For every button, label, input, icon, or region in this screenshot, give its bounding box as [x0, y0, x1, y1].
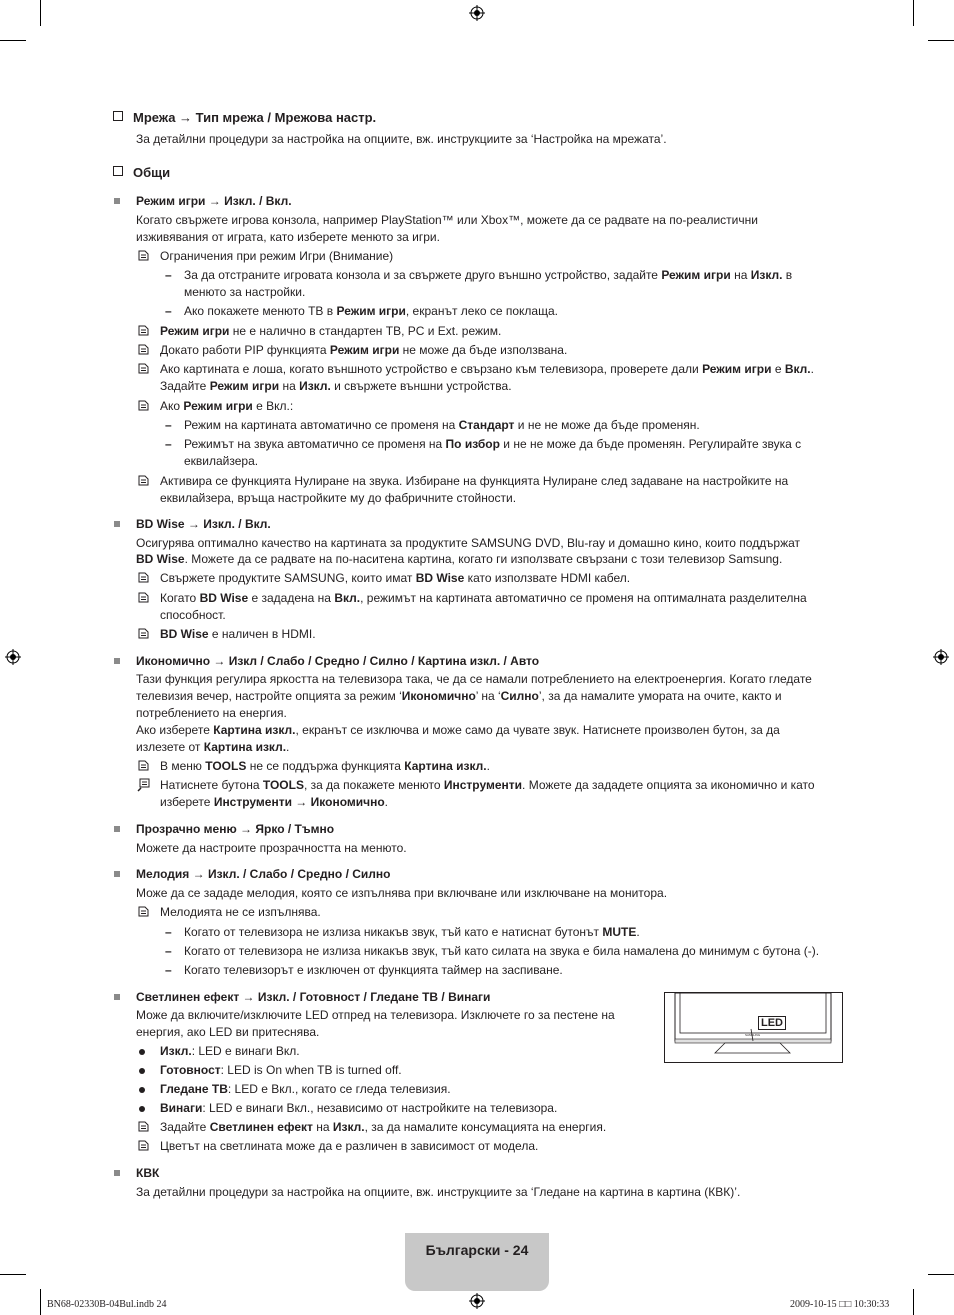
note-icon [138, 475, 149, 486]
heading-text: Общи [133, 165, 171, 180]
dash-bullet: – [165, 304, 172, 318]
note-text: Докато работи PIP функцията Режим игри не може да бъде използвана. [160, 343, 568, 357]
square-bullet-icon [114, 521, 120, 527]
note-text: Ограничения при режим Игри (Внимание) [160, 249, 394, 263]
note-icon [138, 760, 149, 771]
registration-mark-icon [5, 649, 21, 665]
dash-text: Режим на картината автоматично се променя на Стандарт и не не може да бъде променян. [184, 418, 700, 432]
led-label: LED [758, 1016, 786, 1030]
note-text: Режим игри не е налично в стандартен ТВ, PC и Ext. режим. [160, 324, 502, 338]
body-text: Можете да настроите прозрачността на менюто. [136, 841, 407, 855]
body-text: изживявания от играта, като изберете менюто за игри. [136, 230, 440, 244]
dash-bullet: – [165, 268, 172, 282]
heading-text: Мрежа → Тип мрежа / Мрежова настр. [133, 110, 377, 125]
dash-text: Ако покажете менюто ТВ в Режим игри, екранът леко се поклаща. [184, 304, 558, 318]
note-text: Когато BD Wise е зададена на Вкл., режимът на картината автоматично се променя на оптималната разделителна [160, 591, 807, 605]
item-title-light-effect: Светлинен ефект → Изкл. / Готовност / Гледане ТВ / Винаги [136, 990, 491, 1004]
crop-mark [928, 40, 954, 41]
note-text: Свържете продуктите SAMSUNG, които имат BD Wise като използвате HDMI кабел. [160, 571, 631, 585]
dash-bullet: – [165, 437, 172, 451]
tools-text: изберете Инструменти → Икономично. [160, 795, 389, 809]
tools-text: Натиснете бутона TOOLS, за да покажете менюто Инструменти. Можете да зададете опцията за икономично и като [160, 778, 815, 792]
body-text: Може да включите/изключите LED отпред на телевизора. Изключете го за пестене на [136, 1008, 615, 1022]
note-text: BD Wise е наличен в HDMI. [160, 627, 316, 641]
body-text: Осигурява оптимално качество на картината за продуктите SAMSUNG DVD, Blu-ray и домашно кино, които поддържат [136, 536, 801, 550]
dash-bullet: – [165, 963, 172, 977]
crop-mark [40, 1289, 41, 1315]
footer-file: BN68-02330B-04Bul.indb 24 [47, 1299, 167, 1310]
page-number: Български - 24 [425, 1242, 529, 1258]
note-icon [138, 325, 149, 336]
body-text: BD Wise. Можете да се радвате на по-наситена картина, когато ги използвате свързани с този телевизор Samsung. [136, 552, 783, 566]
body-text: енергия, ако LED ви притеснява. [136, 1025, 320, 1039]
item-title-eco: Икономично → Изкл / Слабо / Средно / Силно / Картина изкл. / Авто [136, 654, 540, 668]
note-text: Задайте Режим игри на Изкл. и свържете външни устройства. [160, 379, 512, 393]
dash-bullet: – [165, 944, 172, 958]
body-text: излезете от Картина изкл.. [136, 740, 290, 754]
note-text: Задайте Светлинен ефект на Изкл., за да намалите консумацията на енергия. [160, 1120, 607, 1134]
note-icon [138, 1140, 149, 1151]
bullet-dot-icon [139, 1049, 145, 1055]
square-bullet-icon [114, 198, 120, 204]
body-text: Ако изберете Картина изкл., екранът се изключва и може само да чувате звук. Натиснете произволен бутон, за да [136, 723, 780, 737]
checkbox-square-icon [113, 111, 123, 121]
dash-text: менюто за настройки. [184, 285, 306, 299]
item-title-pip: КВК [136, 1166, 160, 1180]
bullet-text: Гледане ТВ: LED е Вкл., когато се гледа телевизия. [160, 1082, 451, 1096]
crop-mark [40, 0, 41, 26]
note-icon [138, 572, 149, 583]
crop-mark [0, 1274, 26, 1275]
dash-text: Когато от телевизора не излиза никакъв звук, тъй като силата на звука е била намалена до минимум с бутона (-). [184, 944, 820, 958]
section-heading-general [113, 164, 170, 181]
crop-mark [928, 1274, 954, 1275]
note-icon [138, 592, 149, 603]
square-bullet-icon [114, 826, 120, 832]
note-icon [138, 363, 149, 374]
body-text: Тази функция регулира яркостта на телевизора така, че да се намали потреблението на електроенергия. Когато гледате [136, 672, 812, 686]
dash-text: еквилайзера. [184, 454, 259, 468]
bullet-text: Винаги: LED е винаги Вкл., независимо от настройките на телевизора. [160, 1101, 558, 1115]
bullet-dot-icon [139, 1068, 145, 1074]
body-text: Може да се зададе мелодия, която се изпълнява при включване или изключване на монитора. [136, 886, 668, 900]
note-text: В меню TOOLS не се поддържа функцията Картина изкл.. [160, 759, 490, 773]
note-text: Ако Режим игри е Вкл.: [160, 399, 294, 413]
item-title-bd-wise: BD Wise → Изкл. / Вкл. [136, 517, 271, 531]
note-text: способност. [160, 608, 226, 622]
bullet-text: Готовност: LED is On when TB is turned off. [160, 1063, 402, 1077]
tv-drawing [665, 993, 842, 1062]
dash-text: Когато от телевизора не излиза никакъв звук, тъй като е натиснат бутонът MUTE. [184, 925, 640, 939]
dash-text: Режимът на звука автоматично се променя на По избор и не не може да бъде променян. Регулирайте звука с [184, 437, 802, 451]
crop-mark [0, 40, 26, 41]
note-text: Мелодията не се изпълнява. [160, 905, 321, 919]
square-bullet-icon [114, 994, 120, 1000]
item-title-melody: Мелодия → Изкл. / Слабо / Средно / Силно [136, 867, 391, 881]
item-title-transparency: Прозрачно меню → Ярко / Тъмно [136, 822, 335, 836]
body-text: потреблението на енергия. [136, 706, 287, 720]
section-heading-network [113, 109, 376, 126]
dash-bullet: – [165, 925, 172, 939]
item-title-game-mode: Режим игри → Изкл. / Вкл. [136, 194, 292, 208]
dash-text: За да отстраните игровата конзола и за свържете друго външно устройство, задайте Режим игри на Изкл. в [184, 268, 793, 282]
tv-led-illustration [664, 992, 843, 1063]
body-text: Когато свържете игрова конзола, например PlayStation™ или Xbox™, можете да се радвате на по-реалистични [136, 213, 758, 227]
bullet-dot-icon [139, 1087, 145, 1093]
brand-text: SAMSUNG [745, 1033, 761, 1037]
note-icon [138, 250, 149, 261]
dash-text: Когато телевизорът е изключен от функцията таймер на заспиване. [184, 963, 563, 977]
dash-bullet: – [165, 418, 172, 432]
note-text: Активира се функцията Нулиране на звука. Избиране на функцията Нулиране след задаване на настройките на [160, 474, 789, 488]
note-icon [138, 344, 149, 355]
registration-mark-icon [469, 5, 485, 21]
note-icon [138, 906, 149, 917]
square-bullet-icon [114, 658, 120, 664]
note-icon [138, 400, 149, 411]
crop-mark [913, 0, 914, 26]
body-text: За детайлни процедури за настройка на опциите, вж. инструкциите за ‘Настройка на мрежата’. [136, 132, 667, 146]
body-text: За детайлни процедури за настройка на опциите, вж. инструкциите за ‘Гледане на картина в картина (КВК)’. [136, 1185, 741, 1199]
square-bullet-icon [114, 1170, 120, 1176]
square-bullet-icon [114, 871, 120, 877]
bullet-dot-icon [139, 1106, 145, 1112]
crop-mark [913, 1289, 914, 1315]
registration-mark-icon [933, 649, 949, 665]
body-text: телевизия вечер, настройте опцията за режим ‘Икономично’ на ‘Силно’, за да намалите умората на очите, както и [136, 689, 782, 703]
footer-date: 2009-10-15 □□ 10:30:33 [790, 1299, 890, 1310]
registration-mark-icon [469, 1293, 485, 1309]
checkbox-square-icon [113, 166, 123, 176]
note-text: еквилайзера, връща настройките му до фабричните стойности. [160, 491, 517, 505]
tools-icon [137, 778, 150, 792]
bullet-text: Изкл.: LED е винаги Вкл. [160, 1044, 300, 1058]
note-text: Цветът на светлината може да е различен в зависимост от модела. [160, 1139, 539, 1153]
note-icon [138, 628, 149, 639]
note-icon [138, 1121, 149, 1132]
note-text: Ако картината е лоша, когато външното устройство е свързано към телевизора, проверете дали Режим игри е Вкл.. [160, 362, 814, 376]
